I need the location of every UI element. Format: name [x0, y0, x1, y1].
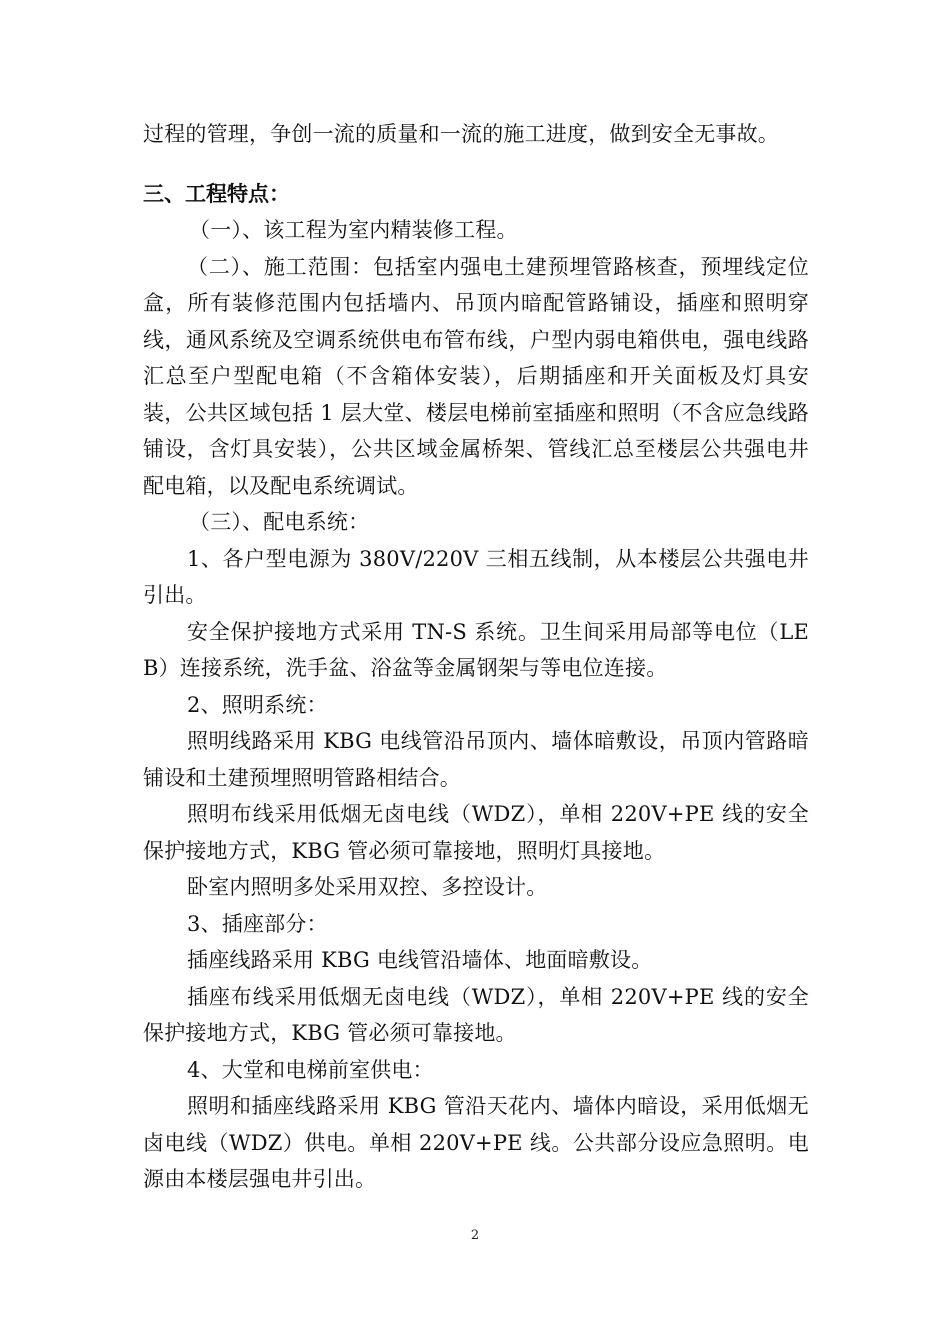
paragraph-socket-wiring: 插座布线采用低烟无卤电线（WDZ），单相 220V+PE 线的安全保护接地方式，KBG 管必须可靠接地。	[143, 984, 809, 1045]
paragraph-grounding: 安全保护接地方式采用 TN-S 系统。卫生间采用局部等电位（LEB）连接系统，洗手盆、浴盆等金属钢架与等电位连接。	[143, 619, 809, 680]
paragraph-lighting-heading: 2、照明系统：	[187, 692, 328, 717]
page-number: 2	[470, 1228, 480, 1243]
paragraph-distribution-system-heading: （三）、配电系统：	[189, 510, 370, 534]
paragraph-socket-conduit: 插座线路采用 KBG 电线管沿墙体、地面暗敷设。	[187, 948, 653, 972]
paragraph-socket-heading: 3、插座部分：	[187, 911, 328, 936]
paragraph-construction-scope: （二）、施工范围：包括室内强电土建预埋管路核查，预埋线定位盒，所有装修范围内包括墙内、吊顶内暗配管路铺设，插座和照明穿线，通风系统及空调系统供电布管布线，户型内弱电箱供电，强电线路汇总至户型配电箱（不含箱体安装），后期插座和开关面板及灯具安装，公共区域包括 1 层大堂、楼层电梯前室插座和照明（不含应急线路铺设，含灯具安装），公共区域金属桥架、管线汇总至楼层公共强电井配电箱，以及配电系统调试。	[143, 254, 809, 498]
paragraph-lobby-heading: 4、大堂和电梯前室供电：	[187, 1057, 434, 1082]
paragraph-bedroom-control: 卧室内照明多处采用双控、多控设计。	[187, 875, 548, 899]
paragraph-lobby-supply: 照明和插座线路采用 KBG 管沿天花内、墙体内暗设，采用低烟无卤电线（WDZ）供电。单相 220V+PE 线。公共部分设应急照明。电源由本楼层强电井引出。	[143, 1094, 809, 1191]
document-body	[143, 116, 809, 1198]
paragraph-lighting-conduit: 照明线路采用 KBG 电线管沿吊顶内、墙体暗敷设，吊顶内管路暗铺设和土建预埋照明管路相结合。	[143, 729, 809, 790]
section-heading-project-features: 三、工程特点：	[143, 181, 290, 206]
paragraph-power-source: 1、各户型电源为 380V/220V 三相五线制，从本楼层公共强电井引出。	[143, 546, 809, 607]
paragraph-project-type: （一）、该工程为室内精装修工程。	[189, 218, 518, 242]
paragraph-lighting-wiring: 照明布线采用低烟无卤电线（WDZ），单相 220V+PE 线的安全保护接地方式，KBG 管必须可靠接地，照明灯具接地。	[143, 802, 809, 863]
paragraph-continuation: 过程的管理，争创一流的质量和一流的施工进度，做到安全无事故。	[143, 122, 779, 146]
